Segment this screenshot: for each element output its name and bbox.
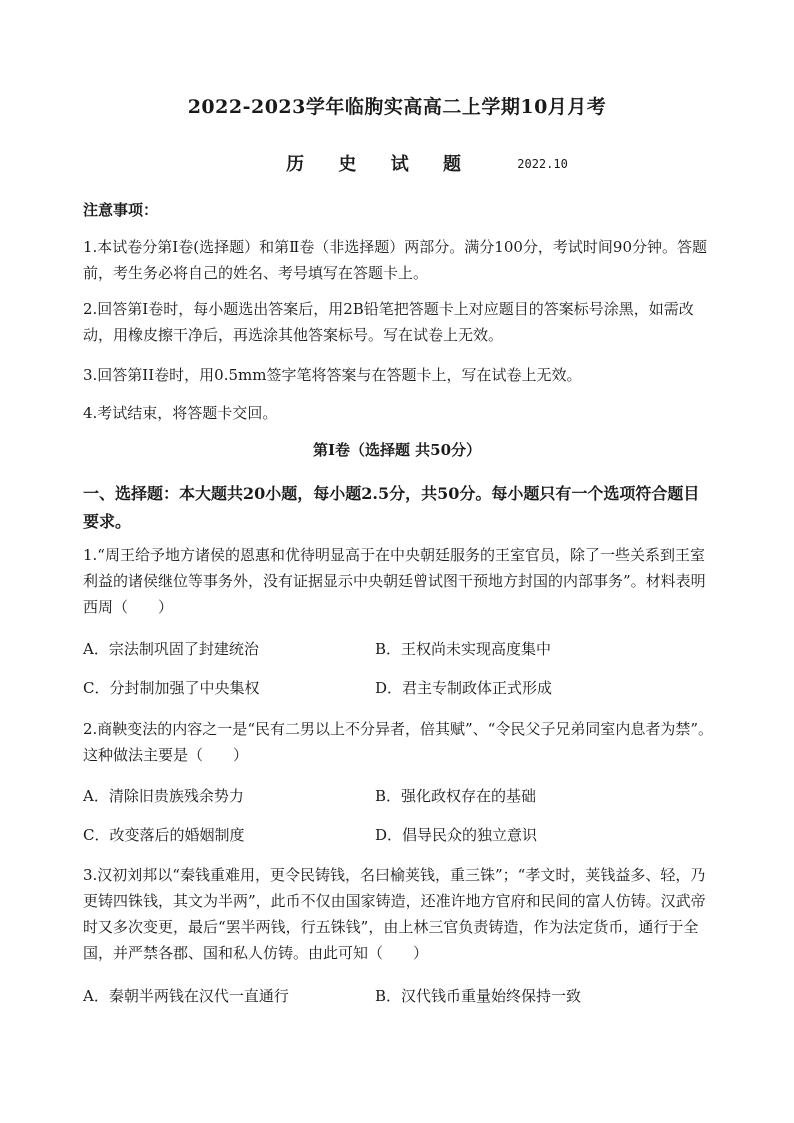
note-item-3: 3.回答第II卷时，用0.5mm签字笔将答案与在答题卡上，写在试卷上无效。 xyxy=(83,366,582,384)
question-1-options-row-2 xyxy=(83,675,713,701)
question-2-option-a: A．清除旧贵族残余势力 xyxy=(83,787,244,805)
question-3-option-b: B．汉代钱币重量始终保持一致 xyxy=(375,987,582,1005)
question-3-stem: 3.汉初刘邦以“秦钱重难用，更令民铸钱，名曰榆荚钱，重三铢”；“孝文时，荚钱益多、轻，乃更铸四铢钱，其文为半两”，此币不仅由国家铸造，还准许地方官府和民间的富人仿铸。汉武帝时又多次变更，最后“罢半两钱，行五铢钱”，由上林三官负责铸造，作为法定货币，通行于全国，并严禁各郡、国和私人仿铸。由此可知（ ） xyxy=(83,866,706,962)
exam-date: 2022.10 xyxy=(517,157,568,171)
question-1-option-c: C．分封制加强了中央集权 xyxy=(83,679,260,697)
question-2-option-d: D．倡导民众的独立意识 xyxy=(375,826,538,844)
question-2-options-row-2 xyxy=(83,822,713,848)
exam-title: 2022-2023学年临朐实高高二上学期10月月考 xyxy=(187,96,607,118)
question-1-stem: 1.“周王给予地方诸侯的恩惠和优待明显高于在中央朝廷服务的王室官员，除了一些关系到王室利益的诸侯继位等事务外，没有证据显示中央朝廷曾试图干预地方封国的内部事务”。材料表明西周（ ） xyxy=(83,546,706,616)
question-3-option-a: A．秦朝半两钱在汉代一直通行 xyxy=(83,987,289,1005)
exam-subtitle xyxy=(0,150,794,176)
section-title: 第Ⅰ卷（选择题 共50分） xyxy=(312,441,482,459)
notes-heading: 注意事项： xyxy=(83,201,159,219)
question-2-option-b: B．强化政权存在的基础 xyxy=(375,787,537,805)
note-item-4: 4.考试结束，将答题卡交回。 xyxy=(83,404,278,422)
question-2-options-row-1 xyxy=(83,783,713,809)
question-1-option-d: D．君主专制政体正式形成 xyxy=(375,679,553,697)
question-1-options-row-1 xyxy=(83,636,713,662)
note-item-1: 1.本试卷分第Ⅰ卷(选择题）和第Ⅱ卷（非选择题）两部分。满分100分，考试时间90分钟。答题前，考生务必将自己的姓名、考号填写在答题卡上。 xyxy=(83,238,708,282)
question-2-option-c: C．改变落后的婚姻制度 xyxy=(83,826,245,844)
part-heading: 一、选择题：本大题共20小题，每小题2.5分，共50分。每小题只有一个选项符合题目要求。 xyxy=(83,484,700,531)
question-1-option-b: B．王权尚未实现高度集中 xyxy=(375,640,552,658)
note-item-2: 2.回答第Ⅰ卷时，每小题选出答案后，用2B铅笔把答题卡上对应题目的答案标号涂黑，如需改动，用橡皮擦干净后，再选涂其他答案标号。写在试卷上无效。 xyxy=(83,300,694,344)
question-1-option-a: A．宗法制巩固了封建统治 xyxy=(83,640,259,658)
question-3-options-row-1 xyxy=(83,983,713,1009)
subject-name: 历 史 试 题 xyxy=(286,154,475,175)
question-2-stem: 2.商鞅变法的内容之一是“民有二男以上不分异者，倍其赋”、“令民父子兄弟同室内息者为禁”。这种做法主要是（ ） xyxy=(83,720,713,764)
